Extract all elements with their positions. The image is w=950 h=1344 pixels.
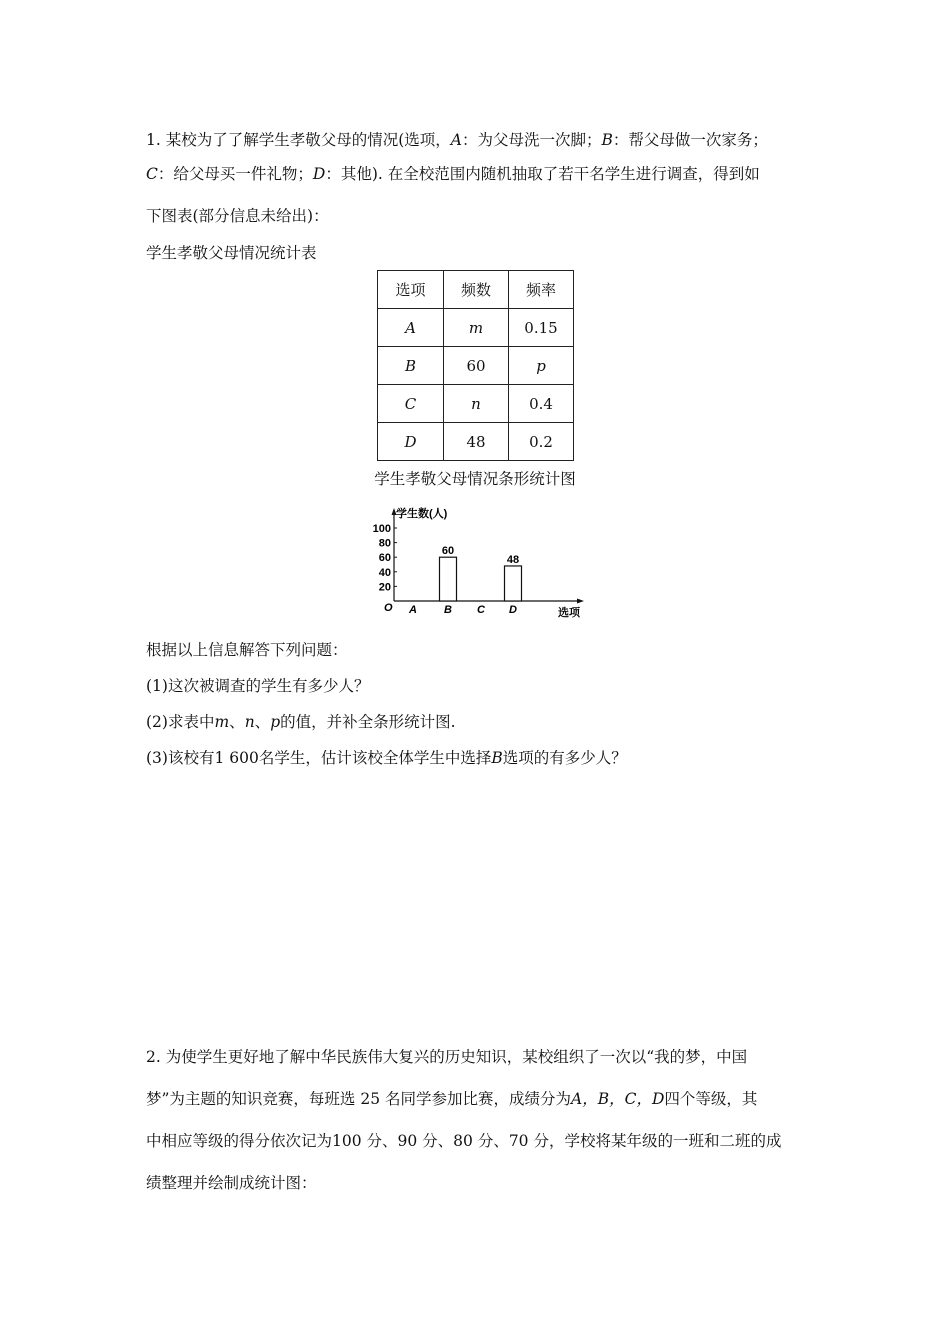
option-c-letter: C: [146, 165, 158, 183]
y-tick-label: 80: [378, 537, 391, 550]
var-p: p: [270, 713, 281, 731]
origin-label: O: [384, 602, 393, 614]
x-tick-label: B: [444, 604, 452, 616]
table-header-cell: 选项: [378, 271, 444, 309]
data-label: 48: [506, 553, 520, 566]
option-b-letter: B: [601, 131, 613, 149]
table-cell: A: [378, 309, 444, 347]
grade-letters: A，B，C，D: [571, 1090, 665, 1108]
table-cell: D: [378, 423, 444, 461]
data-label: 60: [441, 545, 455, 558]
q1-text: 选项的有多少人？: [502, 749, 627, 767]
q1-line-3: [146, 204, 329, 226]
table-header-cell: 频率: [509, 271, 574, 309]
table-title: 学生孝敬父母情况统计表: [146, 244, 317, 262]
q2-line-2: [146, 1087, 757, 1109]
q1-text: (2)求表中: [146, 713, 215, 731]
bar-chart: [368, 500, 598, 626]
var-m: m: [214, 713, 230, 731]
q1-after-chart: 根据以上信息解答下列问题：: [146, 641, 348, 659]
y-tick-label: 20: [378, 581, 391, 594]
q2-text: 四个等级，其: [664, 1090, 758, 1108]
q1-sub-1: (1)这次被调查的学生有多少人？: [146, 677, 370, 695]
q1-text: ：其他). 在全校范围内随机抽取了若干名学生进行调查，得到如: [325, 165, 760, 183]
table-header-cell: 频数: [444, 271, 509, 309]
table-row: [378, 347, 574, 385]
x-tick-label: A: [409, 604, 417, 616]
var-n: n: [244, 713, 255, 731]
table-cell: 48: [444, 423, 509, 461]
q1-line-1: [146, 128, 768, 150]
table-cell: B: [378, 347, 444, 385]
table-row: [378, 309, 574, 347]
q1-text: 、: [254, 713, 271, 731]
q2-line-1: 2. 为使学生更好地了解中华民族伟大复兴的历史知识，某校组织了一次以“我的梦，中国: [146, 1048, 748, 1066]
x-axis-arrow: [577, 599, 584, 604]
y-tick-label: 60: [378, 552, 391, 565]
table-cell: 0.15: [509, 309, 574, 347]
x-tick-label: C: [477, 604, 485, 616]
table-cell: 0.4: [509, 385, 574, 423]
y-tick-label: 40: [378, 566, 391, 579]
frequency-table: [377, 270, 574, 461]
q1-text: ：帮父母做一次家务；: [612, 131, 768, 149]
x-axis-label: 选项: [558, 607, 580, 619]
y-tick-label: 100: [372, 523, 391, 535]
bar-b: [440, 557, 457, 601]
table-cell: 60: [444, 347, 509, 385]
y-axis-label: 学生数(人): [396, 508, 448, 520]
table-row: [378, 423, 574, 461]
table-cell: n: [444, 385, 509, 423]
q1-sub-3: [146, 746, 627, 768]
q1-sub-2: [146, 710, 456, 732]
option-a-letter: A: [450, 131, 462, 149]
q1-text: 的值，并补全条形统计图.: [280, 713, 456, 731]
q1-text: ：给父母买一件礼物；: [157, 165, 313, 183]
table-row: [378, 385, 574, 423]
q1-text: 、: [229, 713, 245, 731]
q1-text: ：为父母洗一次脚；: [461, 131, 602, 149]
q1-line-2: [146, 162, 760, 184]
q2-text: 梦”为主题的知识竞赛，每班选 25 名同学参加比赛，成绩分为: [146, 1090, 572, 1108]
q1-text: 下图表(部分信息未给出)：: [146, 207, 329, 225]
q1-text: (3)该校有1 600名学生，估计该校全体学生中选择: [146, 749, 492, 767]
bar-d: [505, 566, 522, 601]
table-cell: C: [378, 385, 444, 423]
table-cell: p: [509, 347, 574, 385]
table-header-row: [378, 271, 574, 309]
q1-text: 1. 某校为了了解学生孝敬父母的情况(选项，: [146, 131, 451, 149]
q2-line-4: 绩整理并绘制成统计图：: [146, 1174, 317, 1192]
table-cell: 0.2: [509, 423, 574, 461]
option-d-letter: D: [312, 165, 326, 183]
option-b-letter: B: [491, 749, 503, 767]
x-tick-label: D: [509, 604, 517, 616]
q2-line-3: 中相应等级的得分依次记为100 分、90 分、80 分、70 分，学校将某年级的一班和二班的成: [146, 1132, 782, 1150]
table-cell: m: [444, 309, 509, 347]
chart-title: 学生孝敬父母情况条形统计图: [374, 470, 576, 488]
